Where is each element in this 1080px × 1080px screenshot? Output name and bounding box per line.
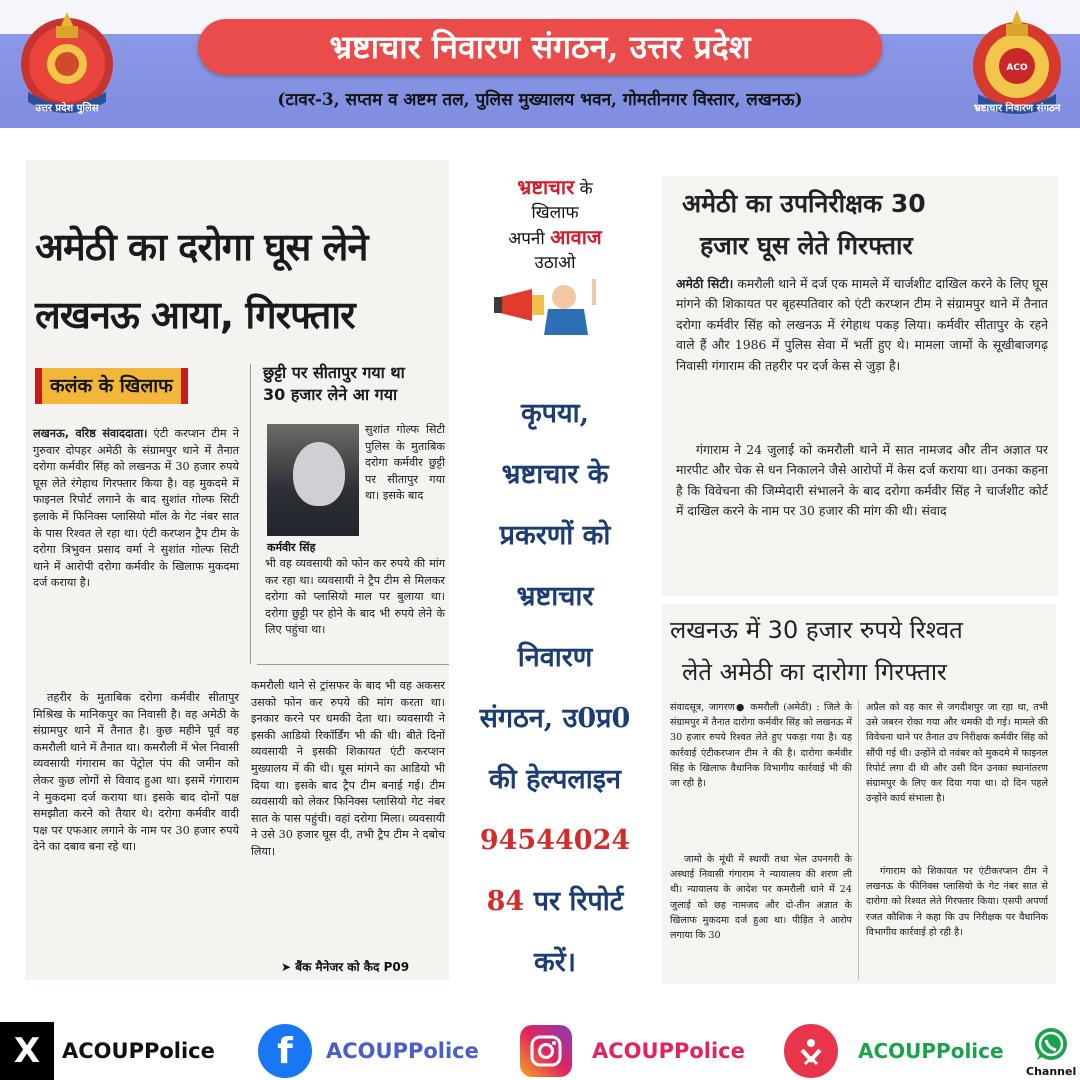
instagram-link[interactable] (520, 1022, 745, 1080)
photo-caption: कर्मवीर सिंह (267, 541, 316, 554)
koo-icon (784, 1024, 838, 1078)
aco-emblem (958, 2, 1076, 120)
center-appeal-panel (456, 175, 654, 1015)
right2-col1: संवादसूत्र, जागरण● कमरौली (अमेठी) : जिले के संग्रामपुर में तैनात दारोगा कर्मवीर सिंह को लखनऊ में 30 हजार रुपये रिश्वत लेते हुए पकड़ा गया है। यह कार्रवाई एंटीकरप्शन टीम ने की है। दारोगा कर्मवीर सिंह के खिलाफ वैधानिक विभागीय कार्रवाई भी की जा रही है। (670, 702, 852, 790)
koo-handle: ACOUPPolice (858, 1039, 1004, 1063)
page-title: भ्रष्टाचार निवारण संगठन, उत्तर प्रदेश (198, 19, 882, 75)
facebook-link[interactable] (258, 1022, 479, 1080)
appeal-line9: करें। (533, 947, 576, 978)
col2-text2: कमरौली थाने से ट्रांसफर के बाद भी वह अकसर उसको फोन कर रुपये की मांग करता था। इनकार करने पर धमकी देता था। व्यवसायी ने इसकी आडियो रिकॉर्डिंग भी की थी। बीते दिनों व्यवसायी ने इसकी शिकायत एंटी करप्शन मुख्यालय में की थी। घूस मांगने का आडियो भी दिया था। इसके बाद ट्रैप टीम बनाई गई। टीम व्यवसायी को लेकर फिनिक्स प्लासियो गेट नंबर सात के पास पहुंची। वहां दरोगा मिला। व्यवसायी ने उसे 30 हजार घूस दी, तभी ट्रैप टीम ने दबोच लिया। (251, 679, 445, 858)
column-divider (250, 364, 251, 664)
right-emblem-text: भ्रष्टाचार निवारण संगठन (973, 103, 1061, 114)
tag-label: कलंक के खिलाफ (35, 368, 188, 404)
whatsapp-label: Channel (1026, 1064, 1077, 1078)
left-dateline: लखनऊ, वरिष्ठ संवाददाता। (33, 427, 148, 440)
blurred-face (293, 442, 345, 506)
photo-side-text: सुशांत गोल्फ सिटी पुलिस के मुताबिक दरोगा कर्मवीर छुट्टी पर सीतापुर गया था। इसके बाद (365, 423, 445, 503)
whatsapp-icon (1031, 1025, 1071, 1065)
right1-para1-text: कमरौली थाने में दर्ज एक मामले में चार्जशीट दाखिल करने के लिए घूस मांगने की शिकायत पर बृहस्पतिवार को एंटी करप्शन टीम ने संग्रामपुर थाने में तैनात दरोगा कर्मवीर सिंह को लखनऊ में रंगेहाथ पकड़ लिया। कर्मवीर सीतापुर के रहने वाले हैं और 1986 में पुलिस सेवा में भर्ती हुए थे। मामला जामों के सूखीबाजगढ़ निवासी गंगाराम की तहरीर पर दर्ज केस से जुड़ा है। (676, 276, 1048, 373)
helpline-appeal (456, 383, 654, 993)
left-para1-text: एंटी करप्शन टीम ने गुरुवार दोपहर अमेठी के संग्रामपुर थाने में तैनात दरोगा कर्मवीर सिंह को लखनऊ में 30 हजार रुपये घूस लेते रंगेहाथ गिरफ्तार किया है। वह मुकदमे में फाइनल रिपोर्ट लगाने के बाद सुशांत गोल्फ सिटी इलाके में फिनिक्स प्लासियो मॉल के गेट नंबर सात के पास रिश्वत ले रहा था। एंटी करप्शन ट्रैप टीम के दरोगा त्रिभुवन प्रसाद वर्मा ने सुशांत गोल्फ सिटी थाने में आरोपी दरोगा कर्मवीर के खिलाफ मुकदमा दर्ज कराया है। (33, 427, 239, 590)
tag-kalank (35, 368, 188, 404)
left-headline-line2: लखनऊ आया, गिरफ्तार (35, 293, 355, 337)
appeal-line3: प्रकरणों को (499, 520, 611, 551)
news-clipping-left (25, 160, 449, 980)
koo-link[interactable] (784, 1022, 1004, 1080)
whatsapp-channel-link[interactable] (1026, 1022, 1076, 1080)
appeal-line2: भ्रष्टाचार के (501, 459, 609, 490)
news-clipping-right-top (662, 176, 1058, 596)
x-link[interactable] (0, 1022, 215, 1080)
slogan-word4: अपनी (508, 229, 551, 249)
appeal-line5: निवारण (517, 642, 593, 673)
right1-para1 (676, 274, 1048, 376)
subheadline-line1: छुट्टी पर सीतापुर गया था (263, 363, 405, 382)
facebook-icon: f (258, 1024, 312, 1078)
up-police-emblem (8, 2, 126, 120)
x-icon: X (0, 1022, 54, 1080)
right1-dateline: अमेठी सिटी। (676, 276, 734, 291)
right2-headline-line1: लखनऊ में 30 हजार रुपये रिश्वत (670, 616, 963, 644)
appeal-line7: की हेल्पलाइन (489, 764, 621, 795)
right1-para2-text: गंगाराम ने 24 जुलाई को कमरौली थाने में सात नामजद और तीन अज्ञात पर मारपीट और चेक से धन निकालने जैसे आरोपों में केस दर्ज कराया था। उनका कहना है कि विवेचना की जिम्मेदारी संभालने के बाद दरोगा कर्मवीर सिंह ने चार्जशीट कोर्ट में दाखिल करने के नाम पर 30 हजार की मांग की थी। (676, 442, 1048, 519)
right1-headline-line1: अमेठी का उपनिरीक्षक 30 (682, 189, 926, 218)
right2-column-divider (858, 700, 859, 980)
slogan-word2: के (574, 179, 593, 199)
x-handle: ACOUPPolice (62, 1039, 215, 1063)
right2-headline-line2: लेते अमेठी का दारोगा गिरफ्तार (682, 658, 947, 686)
helpline-number-part2: 84 (486, 886, 525, 917)
right1-para2 (676, 440, 1048, 522)
accused-photo (267, 424, 359, 536)
left-emblem-text: उत्तर प्रदेश पुलिस (35, 103, 99, 114)
facebook-handle: ACOUPPolice (326, 1039, 479, 1063)
slogan-word6: उठाओ (534, 253, 576, 273)
aco-badge-text: ACO (1006, 63, 1028, 73)
left-headline-line1: अमेठी का दरोगा घूस लेने (35, 225, 368, 269)
right2-col1b: जामो के मूंधी में स्थायी तथा भेल उपनगरी के अस्थाई निवासी गंगाराम ने न्यायालय की शरण ली थी। न्यायालय के आदेश पर कमरौली थाने में 24 जुलाई को छह नामजद और दो-तीन अज्ञात के खिलाफ मुकदमा दर्ज हुआ था। पीड़ित ने आरोप लगाया कि 30 (670, 854, 852, 942)
helpline-number-part1: 94544024 (479, 825, 631, 856)
left-subheadline (263, 362, 449, 406)
appeal-line4: भ्रष्टाचार (516, 581, 594, 612)
instagram-handle: ACOUPPolice (592, 1039, 745, 1063)
office-address: (टावर-3, सप्तम व अष्टम तल, पुलिस मुख्यालय भवन, गोमतीनगर विस्तार, लखनऊ) (277, 90, 803, 110)
megaphone-icon (492, 275, 612, 335)
page-ref-link: ➤ बैंक मैनेजर को कैद P09 (281, 960, 410, 974)
left-para2: तहरीर के मुताबिक दरोगा कर्मवीर सीतापुर मिश्रिख के मानिकपुर का निवासी है। वह अमेठी के संग्रामपुर थाने में तैनात है। कुछ महीने पूर्व वह कमरौली थाने में तैनात था। कमरौली में भेल निवासी व्यवसायी गंगाराम का पेट्रोल पंप की जमीन को लेकर कुछ लोगों से विवाद हुआ था। इसमें गंगाराम ने मुकदमा दर्ज कराया था। इसके बाद दोनों पक्ष समझौता करने को तैयार थे। दरोगा कर्मवीर वादी पक्ष पर एफआर लगाने के नाम पर 30 हजार रुपये देने का दबाव बना रहे था। (33, 691, 239, 854)
right2-col2b: गंगाराम को शिकायत पर एंटीकरप्शन टीम ने लखनऊ के फीनिक्स प्लासियो के गेट नंबर सात से दारोगा को रिश्वत लेते गिरफ्तार किया। एसपी अपर्णा रजत कौशिक ने कहा कि उप निरीक्षक पर वैधानिक विभागीय कार्रवाई हो रही है। (866, 866, 1048, 938)
news-clipping-right-bottom (662, 604, 1056, 984)
col2-text1: भी वह व्यवसायी को फोन कर रुपये की मांग कर रहा था। व्यवसायी ने ट्रैप टीम से मिलकर दरोगा को प्लासियो माल पर बुलाया था। दरोगा छुट्टी पर होने के बाद भी रुपये लेने के लिए पहुंचा था। (265, 557, 445, 637)
right1-headline-line2: हजार घूस लेते गिरफ्तार (700, 231, 913, 260)
header-banner (0, 0, 1080, 128)
appeal-line6: संगठन, उ0प्र0 (479, 703, 631, 734)
subheadline-line2: 30 हजार लेने आ गया (263, 385, 398, 404)
social-footer (0, 1022, 1080, 1080)
slogan-word1: भ्रष्टाचार (517, 175, 575, 199)
slogan-word3: खिलाफ (531, 203, 579, 223)
slogan (480, 175, 630, 275)
right2-col2: अप्रैल को वह कार से जगदीशपुर जा रहा था, तभी उसे जबरन रोका गया और धमकी दी गई। मामले की विवेचना थाने पर तैनात उप निरीक्षक कर्मवीर सिंह को सौंपी गई थी। उन्होंने दो नवंबर को मुकदमे में फाइनल रिपोर्ट लगा दी थी और उसी दिन उनका स्थानांतरण संग्रामपुर के लिए कर दिया गया था। दो दिन पहले उन्होंने कार्य संभाला है। (866, 702, 1048, 805)
appeal-line1: कृपया, (520, 398, 590, 429)
col2-divider (257, 664, 449, 665)
left-para1 (33, 426, 239, 592)
appeal-line8: पर रिपोर्ट (524, 886, 624, 917)
right1-byline: संवाद (917, 503, 947, 519)
slogan-word5: आवाज (550, 225, 602, 249)
instagram-icon (520, 1025, 572, 1077)
